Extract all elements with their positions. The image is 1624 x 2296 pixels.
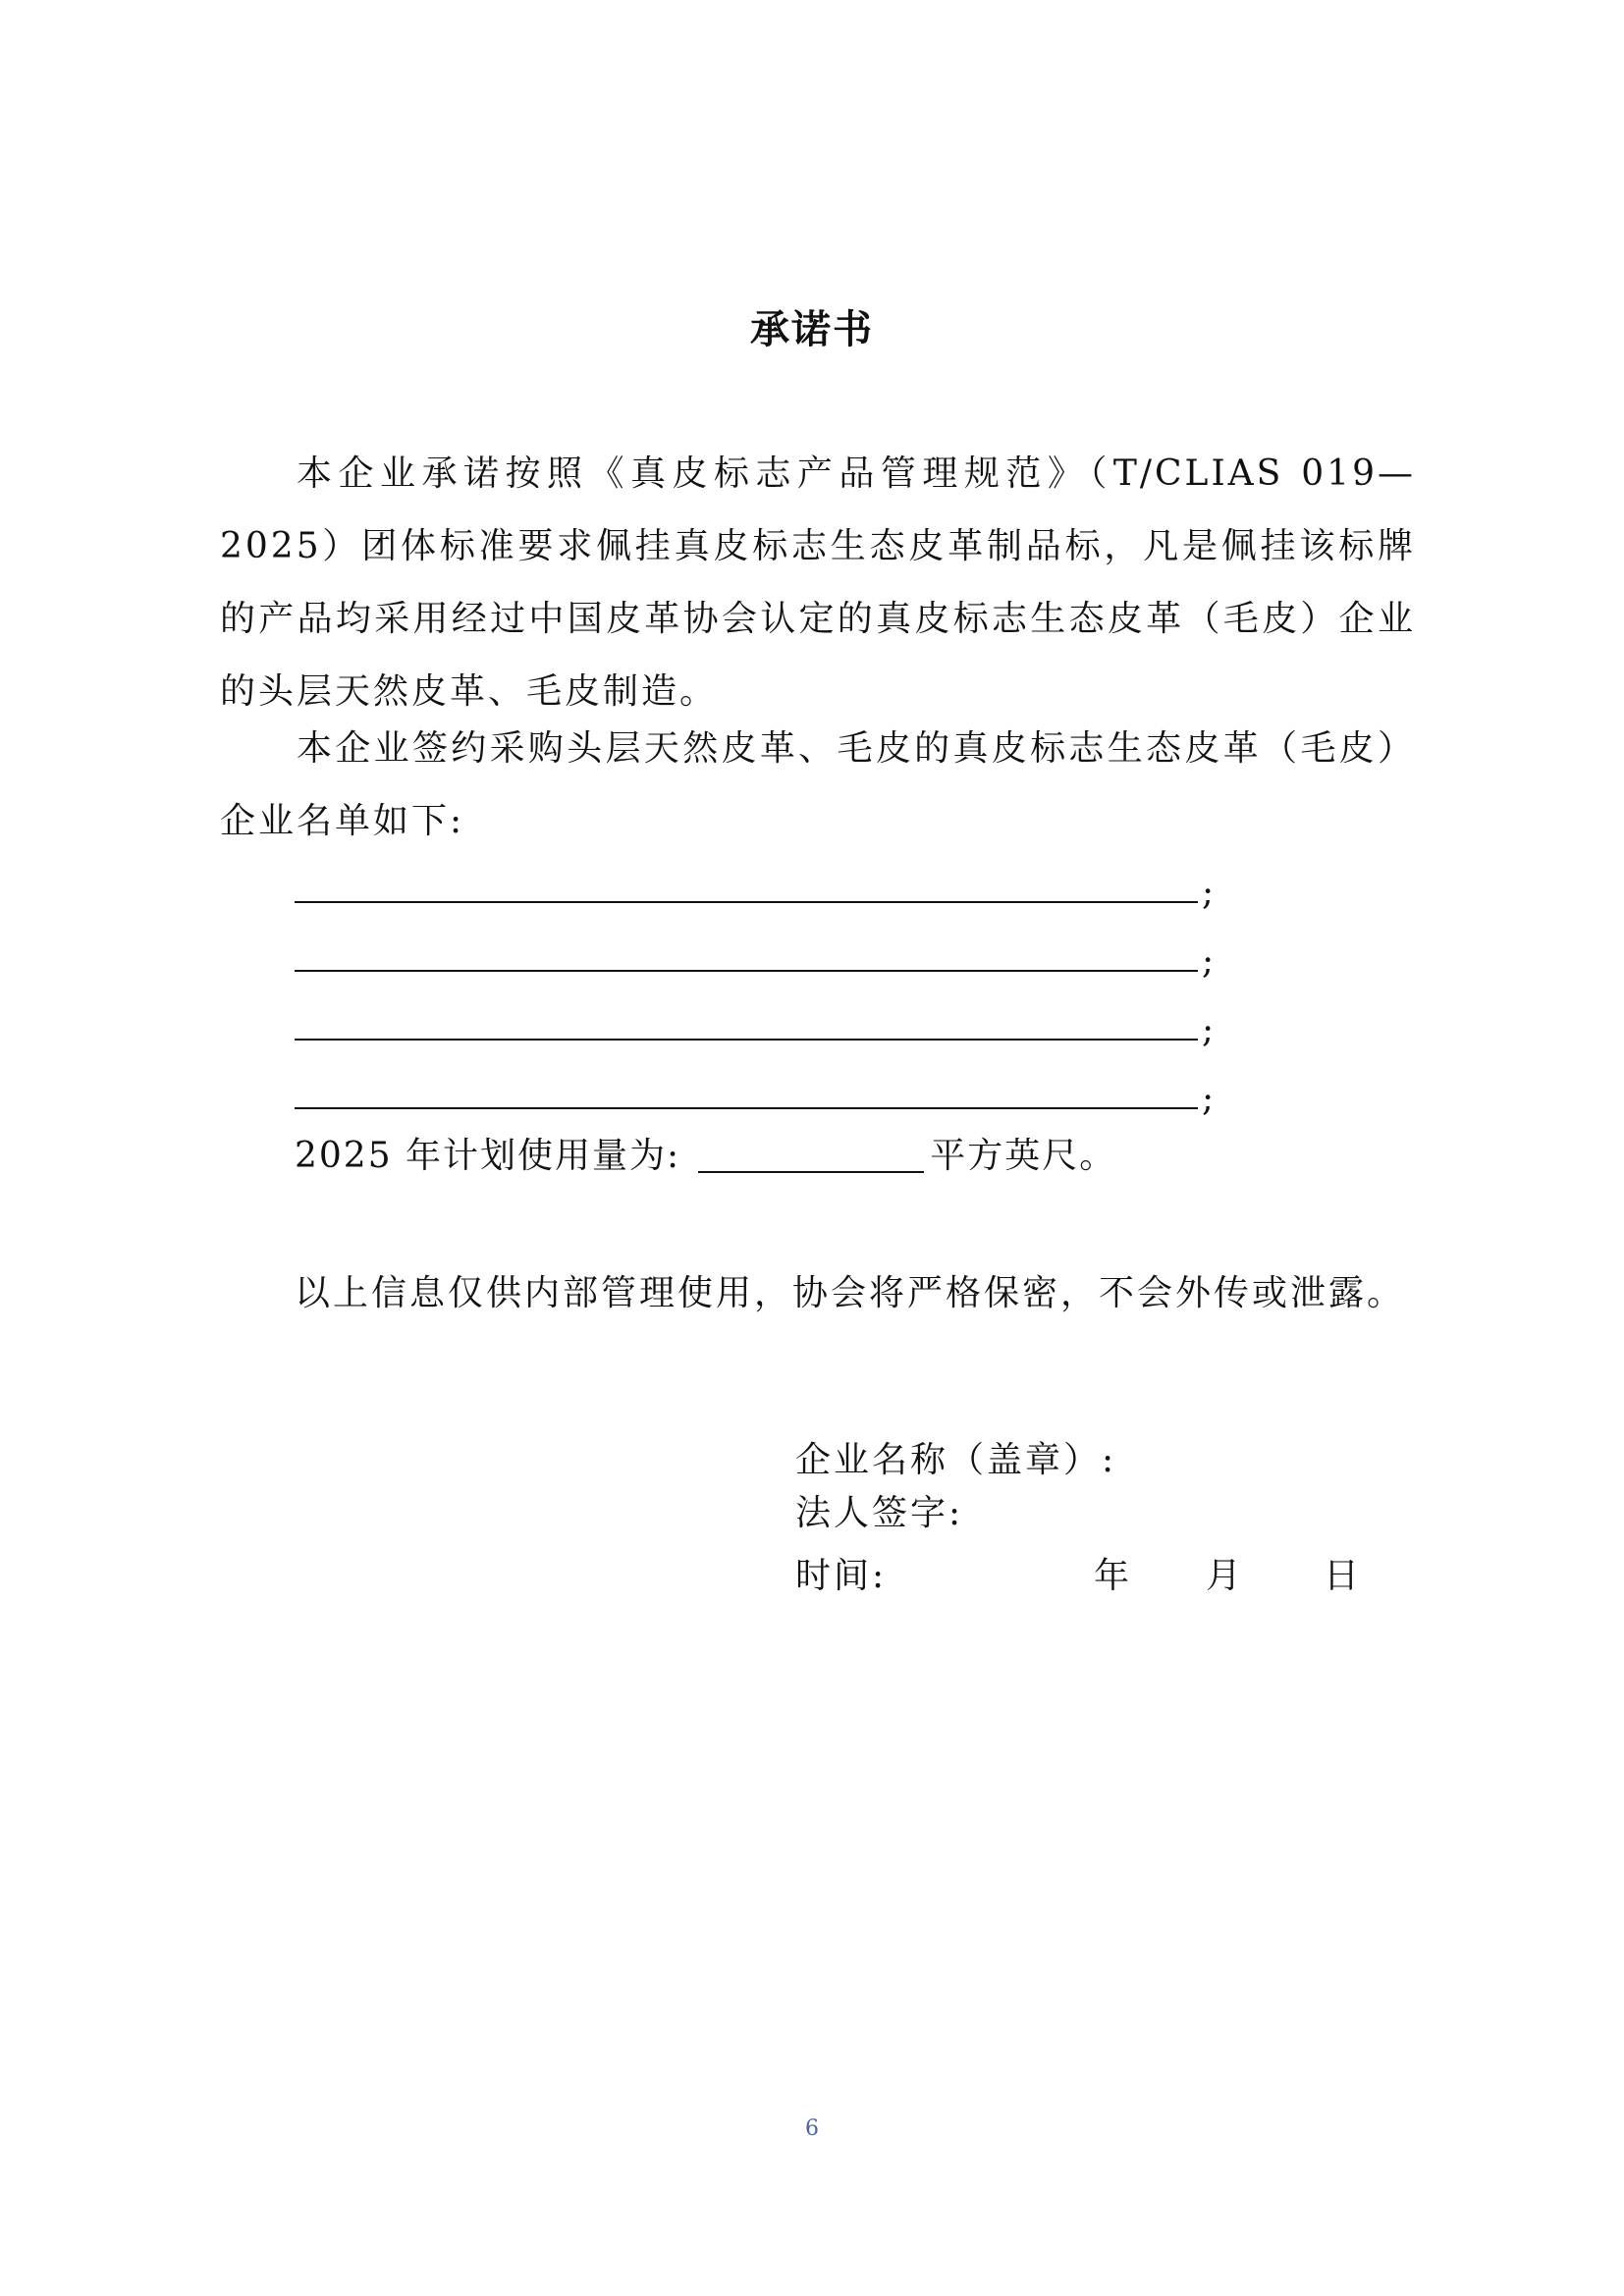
supplier-name-field[interactable] [295,1039,1198,1041]
supplier-intro-paragraph: 本企业签约采购头层天然皮革、毛皮的真皮标志生态皮革（毛皮）企业名单如下: [220,728,1416,841]
month-label: 月 [1206,1556,1242,1596]
planned-usage-line [295,1129,1116,1184]
time-label: 时间: [795,1556,888,1596]
planned-usage-label: 2025 年计划使用量为: [295,1136,681,1176]
company-name-label: 企业名称（盖章）: [795,1440,1117,1480]
supplier-name-field[interactable] [295,1107,1198,1109]
blank-suffix: ; [1202,873,1215,913]
blank-suffix: ; [1202,1010,1215,1050]
page-number: 6 [805,2116,819,2141]
document-title: 承诺书 [750,306,874,352]
supplier-name-field[interactable] [295,970,1198,972]
year-label: 年 [1094,1556,1130,1596]
blank-suffix: ; [1202,1079,1215,1119]
legal-person-signature-label: 法人签字: [795,1493,964,1533]
supplier-name-field[interactable] [295,901,1198,903]
confidentiality-notice: 以上信息仅供内部管理使用，协会将严格保密，不会外传或泄露。 [295,1273,1406,1313]
day-label: 日 [1324,1556,1360,1596]
blank-suffix: ; [1202,941,1215,982]
commitment-paragraph: 本企业承诺按照《真皮标志产品管理规范》（T/CLIAS 019—2025）团体标准要求佩挂真皮标志生态皮革制品标，凡是佩挂该标牌的产品均采用经过中国皮革协会认定的真皮标志生态皮革（毛皮）企业的头层天然皮革、毛皮制造。 [220,454,1416,712]
planned-usage-field[interactable] [698,1136,924,1173]
planned-usage-unit: 平方英尺。 [930,1136,1117,1176]
